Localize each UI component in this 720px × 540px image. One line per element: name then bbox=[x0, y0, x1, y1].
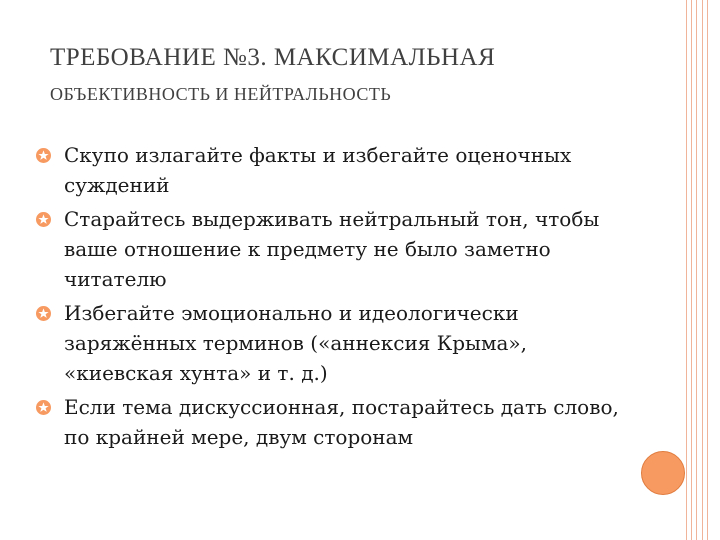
bullet-text: Старайтесь выдерживать нейтральный тон, чтобы ваше отношение к предмету не было заметно читателю bbox=[64, 207, 600, 291]
bullet-list bbox=[36, 140, 636, 456]
star-icon bbox=[36, 148, 51, 163]
frame-line bbox=[707, 0, 708, 540]
bullet-item-3 bbox=[36, 298, 636, 388]
bullet-text: Если тема дискуссионная, постарайтесь дать слово, по крайней мере, двум сторонам bbox=[64, 395, 619, 449]
star-icon bbox=[36, 400, 51, 415]
bullet-text: Скупо излагайте факты и избегайте оценочных суждений bbox=[64, 143, 572, 197]
frame-line bbox=[686, 0, 687, 540]
star-icon bbox=[36, 306, 51, 321]
slide-title-line-2: ОБЪЕКТИВНОСТЬ И НЕЙТРАЛЬНОСТЬ bbox=[50, 84, 392, 104]
frame-line bbox=[696, 0, 697, 540]
frame-line bbox=[691, 0, 692, 540]
slide-title bbox=[50, 42, 670, 108]
bullet-text: Избегайте эмоционально и идеологически заряжённых терминов («аннексия Крыма», «киевская хунта» и т. д.) bbox=[64, 301, 528, 385]
bullet-item-4 bbox=[36, 392, 636, 452]
frame-line bbox=[702, 0, 703, 540]
slide-title-line-1: ТРЕБОВАНИЕ №3. МАКСИМАЛЬНАЯ bbox=[50, 44, 496, 71]
bullet-item-1 bbox=[36, 140, 636, 200]
bullet-item-2 bbox=[36, 204, 636, 294]
star-icon bbox=[36, 212, 51, 227]
decorative-circle bbox=[641, 451, 685, 495]
